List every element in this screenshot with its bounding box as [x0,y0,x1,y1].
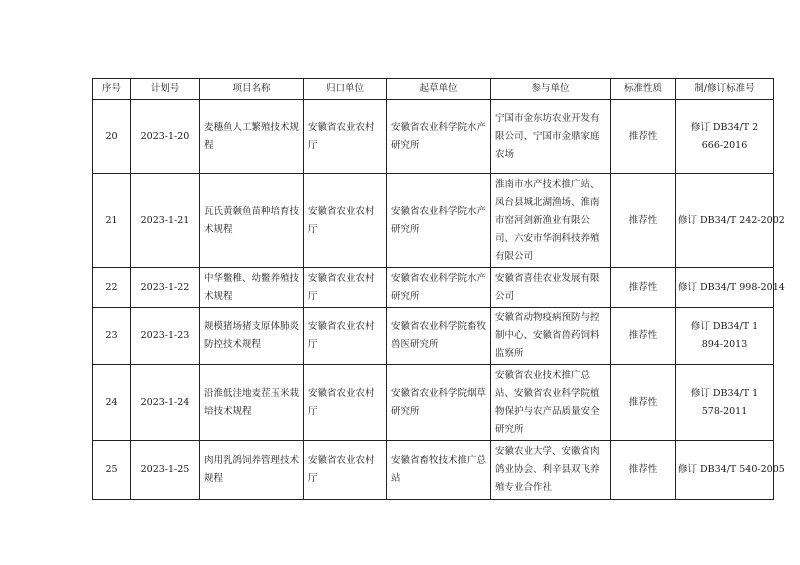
header-nature: 标准性质 [611,79,676,100]
cell-project-name: 中华鳖稚、幼鳖养殖技术规程 [200,268,304,308]
cell-nature: 推荐性 [611,365,676,441]
header-participants: 参与单位 [491,79,611,100]
table-row [93,365,774,441]
cell-plan-no: 2023-1-24 [131,365,200,441]
cell-serial-no: 25 [93,441,131,500]
cell-drafter: 安徽省畜牧技术推广总站 [387,441,491,500]
standards-plan-table [92,78,785,500]
header-project-name: 项目名称 [200,79,304,100]
cell-standard-no: 修订 DB34/T 242-2002 [676,174,774,268]
cell-standard-no: 修订 DB34/T 1894-2013 [676,308,774,365]
cell-drafter: 安徽省农业科学院烟草研究所 [387,365,491,441]
cell-project-name: 沿淮低洼地麦茬玉米栽培技术规程 [200,365,304,441]
cell-serial-no: 20 [93,100,131,174]
table-body [93,100,785,500]
header-drafter: 起草单位 [387,79,491,100]
cell-drafter: 安徽省农业科学院水产研究所 [387,100,491,174]
cell-drafter: 安徽省农业科学院畜牧兽医研究所 [387,308,491,365]
cell-nature: 推荐性 [611,441,676,500]
cell-nature: 推荐性 [611,174,676,268]
cell-plan-no: 2023-1-23 [131,308,200,365]
header-standard-no: 制/修订标准号 [676,79,774,100]
cell-authority: 安徽省农业农村厅 [304,441,387,500]
cell-participants: 安徽农业大学、安徽省肉鸽业协会、利辛县双飞养殖专业合作社 [491,441,611,500]
cell-authority: 安徽省农业农村厅 [304,174,387,268]
header-authority: 归口单位 [304,79,387,100]
cell-nature: 推荐性 [611,268,676,308]
cell-standard-no: 修订 DB34/T 540-2005 [676,441,774,500]
table-row [93,100,774,174]
table-row [93,174,774,268]
header-row [93,79,774,100]
cell-authority: 安徽省农业农村厅 [304,268,387,308]
cell-plan-no: 2023-1-25 [131,441,200,500]
cell-plan-no: 2023-1-20 [131,100,200,174]
cell-authority: 安徽省农业农村厅 [304,100,387,174]
cell-standard-no: 修订 DB34/T 2666-2016 [676,100,774,174]
header-serial-no: 序号 [93,79,131,100]
cell-participants: 安徽省喜佳农业发展有限公司 [491,268,611,308]
cell-plan-no: 2023-1-21 [131,174,200,268]
cell-participants: 安徽省动物疫病预防与控制中心、安徽省兽药饲料监察所 [491,308,611,365]
cell-participants: 淮南市水产技术推广站、凤台县城北湖渔场、淮南市窑河剑新渔业有限公司、六安市华润科技养殖有限公司 [491,174,611,268]
cell-authority: 安徽省农业农村厅 [304,308,387,365]
cell-plan-no: 2023-1-22 [131,268,200,308]
cell-participants: 宁国市金东坊农业开发有限公司、宁国市金鼎家庭农场 [491,100,611,174]
cell-serial-no: 23 [93,308,131,365]
cell-serial-no: 24 [93,365,131,441]
table-row [93,268,774,308]
cell-project-name: 规模猪场猪支原体肺炎防控技术规程 [200,308,304,365]
cell-serial-no: 22 [93,268,131,308]
cell-project-name: 麦穗鱼人工繁殖技术规程 [200,100,304,174]
cell-project-name: 肉用乳鸽饲养管理技术规程 [200,441,304,500]
cell-project-name: 瓦氏黄颡鱼苗种培育技术规程 [200,174,304,268]
cell-nature: 推荐性 [611,308,676,365]
header-plan-no: 计划号 [131,79,200,100]
cell-authority: 安徽省农业农村厅 [304,365,387,441]
cell-drafter: 安徽省农业科学院水产研究所 [387,268,491,308]
cell-drafter: 安徽省农业科学院水产研究所 [387,174,491,268]
cell-serial-no: 21 [93,174,131,268]
table-row [93,441,774,500]
cell-nature: 推荐性 [611,100,676,174]
cell-participants: 安徽省农业技术推广总站、安徽省农业科学院植物保护与农产品质量安全研究所 [491,365,611,441]
table-header [93,79,774,100]
cell-standard-no: 修订 DB34/T 998-2014 [676,268,774,308]
table-row [93,308,774,365]
cell-standard-no: 修订 DB34/T 1578-2011 [676,365,774,441]
